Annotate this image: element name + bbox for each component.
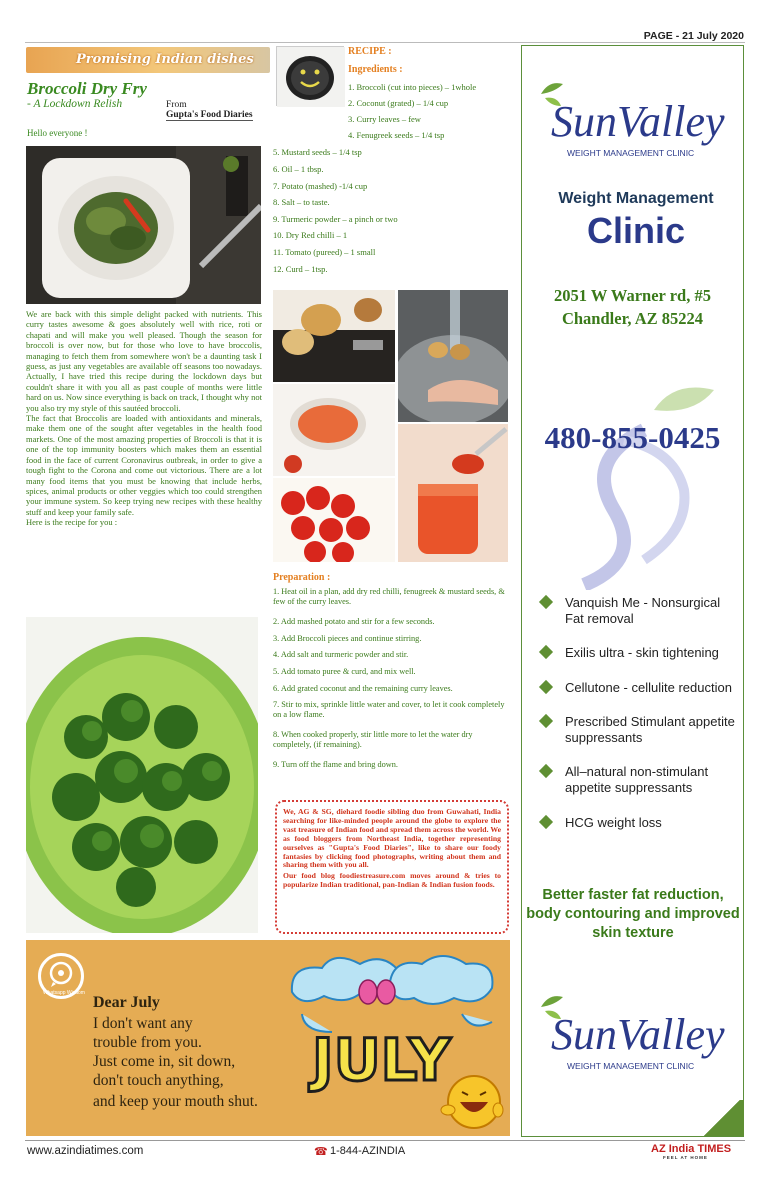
sunvalley-ad[interactable] [521, 45, 744, 1137]
dear-july-line: don't touch anything, [93, 1072, 224, 1089]
dear-july-line: and keep your mouth shut. [93, 1093, 258, 1110]
logo-wordmark: SunValley [551, 1010, 725, 1059]
sunvalley-logo-bottom [531, 985, 737, 1085]
about-paragraph: We, AG & SG, diehard foodie sibling duo from Guwahati, India searching for like-minded people around the globe to explore the vast treasure of Indian food and spread them across the world. We as food bloggers from Northeast India, together representing ourselves as "Gupta's Food Diaries", like to share our foody fantasies by clicking food photographs, writing about them and sharing them with you all. [283, 807, 501, 870]
section-banner [26, 47, 270, 73]
dear-july-line: Just come in, sit down, [93, 1053, 236, 1070]
article-source: Gupta's Food Diaries [166, 110, 253, 120]
ad-clinic-word: Clinic [586, 210, 685, 251]
ingredient-item: 1. Broccoli (cut into pieces) – 1whole [348, 82, 477, 92]
body-paragraph: Here is the recipe for you : [26, 517, 118, 528]
header-divider [25, 42, 745, 43]
whatsapp-wisdom-badge [38, 953, 84, 999]
footer-phone[interactable]: 1-844-AZINDIA [330, 1145, 406, 1157]
preparation-step: 8. When cooked properly, stir little more to let the water dry completely, (if remaining). [273, 730, 473, 750]
greeting: Hello everyone ! [27, 128, 88, 138]
body-text: We are back with this simple delight packed with nutrients. This curry tastes awesome & goes absolutely well with rice, roti or chapati and will make you well pleased. Though the season for broccoli is over now, but for those who love to have broccolis, managing to fetch them from somewhere won't be a daunting task I guess, as just any vegetables are available off seasons too nowadays. Actually, I have tried this recipe during the lockdown days but couldn't share it with you all as past couple of months were little hard on us. Now since everything is back on track, I thought why not you also try my style of this sautéed broccoli. [26, 309, 262, 413]
preparation-step: 9. Turn off the flame and bring down. [273, 760, 398, 769]
ad-heading: Weight Management [558, 190, 714, 207]
tomatoes-photo [273, 478, 395, 562]
logo-text: AZ India TIMES [651, 1143, 732, 1155]
service-item: All–natural non-stimulant appetite suppressants [565, 764, 709, 795]
dear-july-line: trouble from you. [93, 1034, 202, 1051]
ingredient-item: 2. Coconut (grated) – 1/4 cup [348, 98, 449, 108]
preparation-step: 2. Add mashed potato and stir for a few seconds. [273, 617, 435, 626]
ad-tagline: Better faster fat reduction, body contouring and improved skin texture [526, 887, 740, 941]
ad-phone-link[interactable]: 480-855-0425 [544, 420, 721, 455]
potatoes-photo [273, 290, 395, 382]
smiley-pan-image [276, 46, 344, 106]
july-illustration [282, 952, 504, 1134]
preparation-step: 7. Stir to mix, sprinkle little water and cover, to let it cook completely on a low flame. [273, 700, 505, 720]
footer-website-link[interactable]: www.azindiatimes.com [27, 1145, 144, 1157]
service-item: Vanquish Me - Nonsurgical Fat removal [565, 595, 721, 626]
phone-icon: ☎ [314, 1145, 328, 1158]
about-authors-box [275, 800, 509, 934]
ad-corner-accent [700, 1100, 744, 1136]
broccoli-dish-photo [26, 146, 261, 304]
logo-wordmark: SunValley [551, 97, 725, 146]
broccoli-bowl-photo [26, 617, 258, 933]
dear-july-line: I don't want any [93, 1015, 193, 1032]
az-india-times-logo [651, 1143, 731, 1160]
ad-address-line: Chandler, AZ 85224 [561, 309, 704, 328]
body-paragraph: The fact that Broccolis are loaded with antioxidants and minerals, make them one of the sought after vegetables in the health food markets. One of the most amazing properties of Broccoli is that it is one of the top immunity boosters which makes them an essential food in the face of current Coronavirus outbreak, in order to give a tough fight to the Corona and come out victorious. There are a lot many food items that you must be knowing that include herbs, spices, animal products or other veggies which too could strengthen your immune system. So keep trying new recipes with these healthy stuff and keep your family safe. [26, 413, 262, 517]
footer-divider [25, 1140, 745, 1141]
from-label: From [166, 100, 187, 110]
ingredient-item: 6. Oil – 1 tbsp. [273, 164, 324, 174]
july-art-text: JULY [312, 1026, 451, 1094]
ad-decorative-swirl [524, 370, 741, 590]
about-paragraph: Our food blog foodiestreasure.com moves around & tries to popularize Indian traditional, pan-Indian & Indian fusion foods. [283, 871, 501, 890]
ingredient-item: 12. Curd – 1tsp. [273, 264, 328, 274]
preparation-step: 1. Heat oil in a plan, add dry red chilli, fenugreek & mustard seeds, & few of the curry leaves. [273, 587, 505, 607]
ingredient-item: 7. Potato (mashed) -1/4 cup [273, 181, 368, 191]
article-subtitle: - A Lockdown Relish [27, 98, 123, 110]
preparation-step: 4. Add salt and turmeric powder and stir. [273, 650, 409, 659]
service-item: Prescribed Stimulant appetite suppressants [565, 714, 735, 745]
article-body [26, 309, 262, 528]
page-label: PAGE - 21 July 2020 [643, 30, 744, 42]
banner-text: Promising Indian dishes [76, 52, 254, 67]
ingredient-item: 9. Turmeric powder – a pinch or two [273, 214, 398, 224]
article-title: Broccoli Dry Fry [27, 79, 147, 98]
tomato-jar-photo [398, 424, 508, 562]
ad-address-line: 2051 W Warner rd, #5 [554, 286, 711, 305]
washing-potatoes-photo [398, 290, 508, 422]
ingredient-item: 10. Dry Red chilli – 1 [273, 230, 348, 240]
ingredient-item: 5. Mustard seeds – 1/4 tsp [273, 147, 362, 157]
logo-tagline: FEEL AT HOME [663, 1155, 708, 1160]
service-item: Cellutone - cellulite reduction [565, 680, 732, 695]
logo-subtitle: WEIGHT MANAGEMENT CLINIC [567, 1061, 695, 1071]
preparation-heading: Preparation : [273, 572, 331, 583]
ingredients-heading: Ingredients : [348, 64, 403, 75]
ingredient-item: 8. Salt – to taste. [273, 197, 330, 207]
ingredient-item: 4. Fenugreek seeds – 1/4 tsp [348, 130, 445, 140]
preparation-step: 6. Add grated coconut and the remaining curry leaves. [273, 684, 453, 693]
preparation-step: 3. Add Broccoli pieces and continue stirring. [273, 634, 422, 643]
preparation-step: 5. Add tomato puree & curd, and mix well. [273, 667, 416, 676]
body-paragraph [26, 309, 262, 413]
dear-july-heading: Dear July [93, 994, 160, 1011]
whatsapp-badge-text: Whatsapp Wisdom [43, 990, 85, 996]
service-item: HCG weight loss [565, 815, 662, 830]
ingredient-item: 11. Tomato (pureed) – 1 small [273, 247, 376, 257]
logo-subtitle: WEIGHT MANAGEMENT CLINIC [567, 148, 695, 158]
ingredient-item: 3. Curry leaves – few [348, 114, 421, 124]
sunvalley-logo [531, 72, 737, 172]
recipe-heading: RECIPE : [348, 46, 392, 57]
tomato-puree-bowl-photo [273, 384, 395, 476]
service-item: Exilis ultra - skin tightening [565, 645, 719, 660]
